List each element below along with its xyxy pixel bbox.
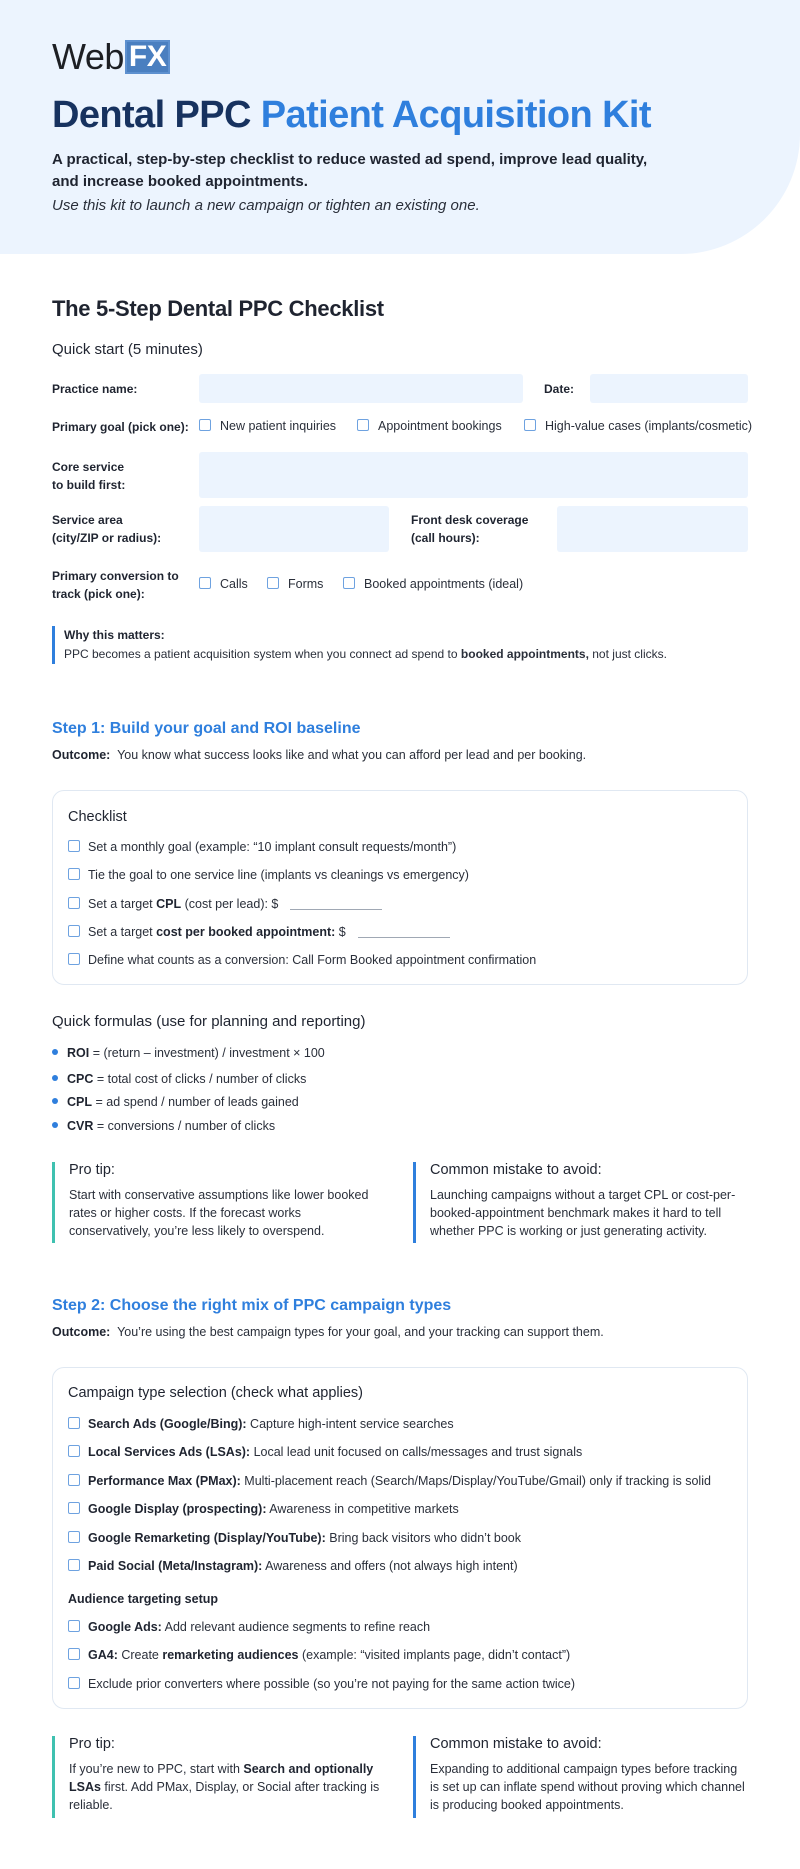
step2-common-mistake (413, 1736, 745, 1818)
page-title (52, 94, 651, 137)
checkbox[interactable] (68, 1677, 80, 1689)
step1-item[interactable]: Set a target CPL (cost per lead): $ (68, 897, 382, 911)
goal-option-bookings[interactable]: Appointment bookings (357, 419, 502, 433)
step2-card-title: Campaign type selection (check what applies) (68, 1385, 363, 1401)
checklist-title: The 5-Step Dental PPC Checklist (52, 296, 384, 321)
campaign-option[interactable]: Search Ads (Google/Bing): Capture high-intent service searches (68, 1417, 454, 1431)
quick-start-heading: Quick start (5 minutes) (52, 341, 203, 358)
step1-pro-tip (52, 1162, 384, 1243)
checkbox[interactable] (68, 1445, 80, 1457)
pro-tip-title: Pro tip: (69, 1736, 115, 1752)
step2-pro-tip (52, 1736, 384, 1818)
step1-common-mistake (413, 1162, 745, 1243)
audience-option[interactable]: Google Ads: Add relevant audience segments to refine reach (68, 1620, 430, 1634)
front-desk-field[interactable] (557, 506, 748, 552)
why-text: PPC becomes a patient acquisition system when you connect ad spend to booked appointments, not just clicks. (64, 647, 667, 661)
webfx-logo (52, 38, 170, 76)
step2-outcome: Outcome: You’re using the best campaign types for your goal, and your tracking can support them. (52, 1325, 604, 1339)
formula-item: CVR = conversions / number of clicks (52, 1119, 275, 1133)
campaign-option[interactable]: Google Display (prospecting): Awareness in competitive markets (68, 1502, 459, 1516)
checkbox[interactable] (68, 1417, 80, 1429)
checkbox[interactable] (68, 953, 80, 965)
mistake-text: Expanding to additional campaign types before tracking is set up can inflate spend without proving which channel is producing booked appointments. (430, 1762, 745, 1812)
campaign-option[interactable]: Google Remarketing (Display/YouTube): Bring back visitors who didn’t book (68, 1531, 521, 1545)
bullet-dot (52, 1098, 58, 1104)
bullet-dot (52, 1122, 58, 1128)
date-label: Date: (544, 382, 575, 396)
front-desk-label: Front desk coverage (call hours): (411, 513, 529, 545)
checkbox[interactable] (68, 1648, 80, 1660)
audience-option[interactable]: Exclude prior converters where possible (so you’re not paying for the same action twice) (68, 1677, 575, 1691)
campaign-option[interactable]: Local Services Ads (LSAs): Local lead unit focused on calls/messages and trust signals (68, 1445, 582, 1459)
checkbox[interactable] (68, 897, 80, 909)
hero-subtitle: A practical, step-by-step checklist to reduce wasted ad spend, improve lead quality, and increase booked appointments. (52, 151, 648, 190)
formula-item: ROI = (return – investment) / investment × 100 (52, 1046, 325, 1060)
checkbox[interactable] (68, 1502, 80, 1514)
date-field[interactable] (590, 374, 748, 403)
step1-card-title: Checklist (68, 809, 127, 825)
pro-tip-title: Pro tip: (69, 1162, 115, 1178)
bullet-dot (52, 1049, 58, 1055)
goal-option-high-value[interactable]: High-value cases (implants/cosmetic) (524, 419, 752, 433)
checkbox[interactable] (267, 577, 279, 589)
checkbox[interactable] (68, 1559, 80, 1571)
hero-note: Use this kit to launch a new campaign or tighten an existing one. (52, 197, 480, 214)
checkbox[interactable] (68, 868, 80, 880)
bullet-dot (52, 1075, 58, 1081)
mistake-title: Common mistake to avoid: (430, 1162, 602, 1178)
checkbox[interactable] (524, 419, 536, 431)
booking-cost-blank-field[interactable] (358, 937, 450, 938)
step1-outcome: Outcome: You know what success looks like and what you can afford per lead and per booking. (52, 748, 587, 762)
primary-goal-label: Primary goal (pick one): (52, 420, 189, 434)
step1-item[interactable]: Set a monthly goal (example: “10 implant consult requests/month”) (68, 840, 456, 854)
checkbox[interactable] (68, 1531, 80, 1543)
core-service-label: Core service to build first: (52, 460, 126, 492)
goal-option-new-patients[interactable]: New patient inquiries (199, 419, 336, 433)
formula-item: CPC = total cost of clicks / number of clicks (52, 1072, 306, 1086)
campaign-option[interactable]: Performance Max (PMax): Multi-placement reach (Search/Maps/Display/YouTube/Gmail) only if tracking is solid (68, 1474, 711, 1488)
checkbox[interactable] (68, 925, 80, 937)
audience-targeting-heading: Audience targeting setup (68, 1592, 219, 1606)
logo-web-text: Web (52, 36, 124, 77)
pro-tip-text: Start with conservative assumptions like lower booked rates or higher costs. If the forecast works conservatively, you’re less likely to overspend. (69, 1188, 369, 1238)
formula-item: CPL = ad spend / number of leads gained (52, 1095, 299, 1109)
conversion-option-calls[interactable]: Calls (199, 577, 248, 591)
why-title: Why this matters: (64, 628, 165, 642)
service-area-field[interactable] (199, 506, 389, 552)
why-this-matters-callout (52, 626, 667, 664)
step1-title: Step 1: Build your goal and ROI baseline (52, 720, 361, 737)
step1-item[interactable]: Tie the goal to one service line (implants vs cleanings vs emergency) (68, 868, 469, 882)
logo-fx-badge: FX (125, 40, 170, 74)
pro-tip-text: If you’re new to PPC, start with Search and optionally LSAs first. Add PMax, Display, or Social after tracking is reliable. (69, 1762, 380, 1812)
conversion-option-forms[interactable]: Forms (267, 577, 323, 591)
checkbox[interactable] (68, 1620, 80, 1632)
checkbox[interactable] (343, 577, 355, 589)
title-part-2: Patient Acquisition Kit (260, 94, 651, 136)
step2-title: Step 2: Choose the right mix of PPC campaign types (52, 1297, 452, 1314)
campaign-option[interactable]: Paid Social (Meta/Instagram): Awareness and offers (not always high intent) (68, 1559, 518, 1573)
checkbox[interactable] (68, 840, 80, 852)
checkbox[interactable] (357, 419, 369, 431)
title-part-1: Dental PPC (52, 94, 251, 136)
service-area-label: Service area (city/ZIP or radius): (52, 513, 162, 545)
checkbox[interactable] (199, 577, 211, 589)
cpl-blank-field[interactable] (290, 909, 382, 910)
checkbox[interactable] (68, 1474, 80, 1486)
step1-item[interactable]: Set a target cost per booked appointment: $ (68, 925, 450, 939)
step1-checklist-card (52, 790, 748, 985)
mistake-text: Launching campaigns without a target CPL or cost-per-booked-appointment benchmark makes it hard to tell whether PPC is working or just generating activity. (430, 1188, 736, 1238)
practice-name-label: Practice name: (52, 382, 138, 396)
step2-campaign-card (52, 1367, 748, 1709)
checkbox[interactable] (199, 419, 211, 431)
mistake-title: Common mistake to avoid: (430, 1736, 602, 1752)
conversion-label: Primary conversion to track (pick one): (52, 569, 179, 601)
core-service-field[interactable] (199, 452, 748, 498)
formulas-title: Quick formulas (use for planning and reporting) (52, 1013, 366, 1030)
practice-name-field[interactable] (199, 374, 523, 403)
audience-option[interactable]: GA4: Create remarketing audiences (example: “visited implants page, didn’t contact”) (68, 1648, 570, 1662)
step1-item[interactable]: Define what counts as a conversion: Call Form Booked appointment confirmation (68, 953, 536, 967)
conversion-option-booked[interactable]: Booked appointments (ideal) (343, 577, 523, 591)
